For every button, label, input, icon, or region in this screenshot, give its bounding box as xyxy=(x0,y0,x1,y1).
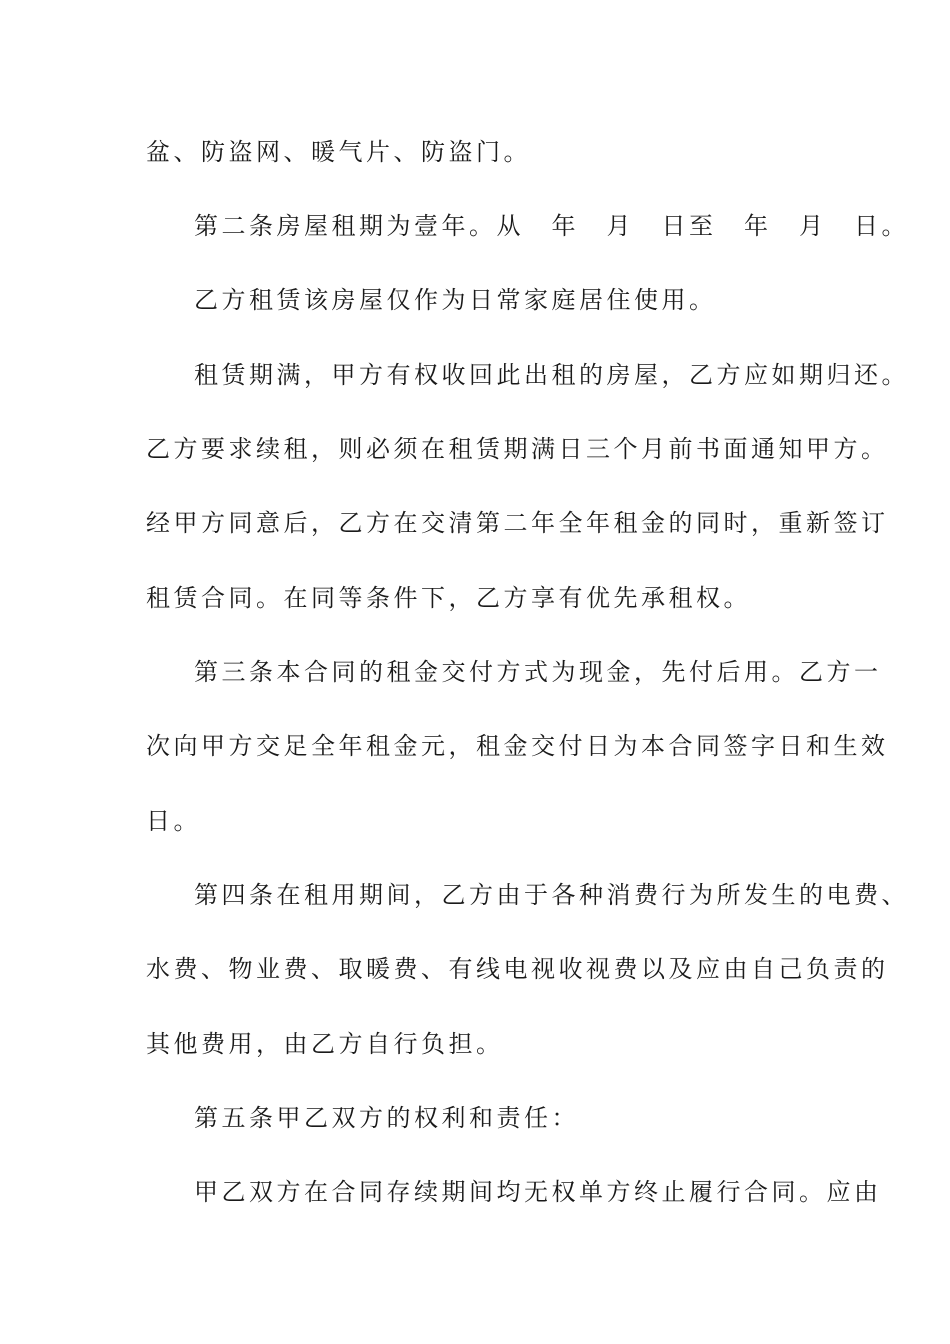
text-line-7: 租赁合同。在同等条件下，乙方享有优先承租权。 xyxy=(146,584,751,612)
text-line-12: 水费、物业费、取暖费、有线电视收视费以及应由自己负责的 xyxy=(146,955,889,983)
text-line-9: 次向甲方交足全年租金元，租金交付日为本合同签字日和生效 xyxy=(146,732,889,760)
text-line-13: 其他费用，由乙方自行负担。 xyxy=(146,1030,504,1058)
text-line-14: 第五条甲乙双方的权利和责任： xyxy=(194,1104,579,1132)
text-line-11: 第四条在租用期间，乙方由于各种消费行为所发生的电费、 xyxy=(194,881,909,909)
text-line-10: 日。 xyxy=(146,807,201,835)
text-line-1: 盆、防盗网、暖气片、防盗门。 xyxy=(146,138,531,166)
text-line-2: 第二条房屋租期为壹年。从 年 月 日至 年 月 日。 xyxy=(194,212,909,240)
text-line-5: 乙方要求续租，则必须在租赁期满日三个月前书面通知甲方。 xyxy=(146,435,889,463)
text-line-6: 经甲方同意后，乙方在交清第二年全年租金的同时，重新签订 xyxy=(146,509,889,537)
text-line-15: 甲乙双方在合同存续期间均无权单方终止履行合同。应由 xyxy=(194,1178,882,1206)
text-line-4: 租赁期满，甲方有权收回此出租的房屋，乙方应如期归还。 xyxy=(194,361,909,389)
text-line-3: 乙方租赁该房屋仅作为日常家庭居住使用。 xyxy=(194,286,717,314)
text-line-8: 第三条本合同的租金交付方式为现金，先付后用。乙方一 xyxy=(194,658,882,686)
